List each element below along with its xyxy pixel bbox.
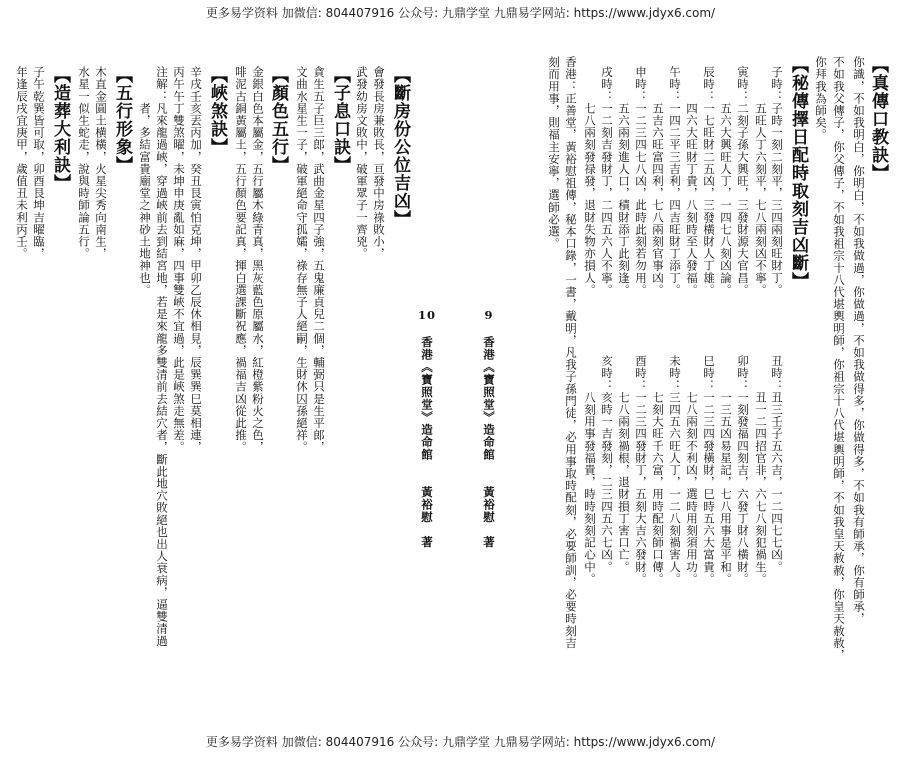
paragraph-true-teaching-line-2: 不如我父傳子，你父傳子，不如我祖宗十八代堪輿明師，你祖宗十八代堪輿明師，不如我皇天赦赦，你皇天赦赦， (832, 56, 846, 661)
color-line-1: 金銀白色本屬金，五行屬木綠青真，黑灰藍色原屬水，紅橙紫粉火之色， (251, 66, 265, 454)
heading-burial-benefit: 【造葬大利訣】 (50, 66, 70, 192)
footer-page-9 (482, 308, 496, 549)
hour-row-11-lower: 亥時：亥時一吉發刻，二三四五六七凶。 (600, 355, 614, 573)
page-number-10: 10 (418, 308, 437, 322)
heading-offspring-formula: 【子息口訣】 (330, 66, 350, 174)
hour-row-10-upper: 五六兩刻進人口，積財添丁此刻逢。 (617, 66, 631, 296)
house-allocation-line-2: 武發幼房文敗中，破軍眾子一齊兇。 (355, 66, 369, 260)
closing-paragraph-line-1: 香港：正善堂，黃裕慰祖傳，秘本口錄，一書，戴明，凡我子孫門徒，必用事取時配刻，必要師訓，必要時刻吉 (564, 56, 578, 649)
paragraph-true-teaching-line-1: 你識，不如我明白，你明白，不如我做過，你做過，不如我做得多，你做得多，不如我有師承，你有師承， (852, 56, 866, 625)
hour-row-6-upper: 四六大旺財丁貴，八刻時至人發福。 (685, 66, 699, 296)
hour-row-5-lower: 巳時：一二三四發橫財，巳時五六大富貴。 (702, 355, 716, 585)
hour-row-12-lower: 八刻用事發福貴，時時刻刻記心中。 (583, 355, 597, 585)
color-line-2: 啡泥古銅黃屬土，五行顏色要記真，揮白選課斷祝應，禍福吉凶從此推。 (234, 66, 248, 454)
hour-row-7-lower: 未時：三四五六旺人丁，一二八刻禍害人。 (668, 355, 682, 585)
hour-row-9-lower: 酉時：一二三四發財丁，五刻大吉六發財。 (634, 355, 648, 585)
burial-line-1: 子午乾巽皆可取，卯酉艮坤吉曜臨， (32, 66, 46, 260)
heading-color-five-elements: 【顏色五行】 (268, 66, 288, 174)
hour-row-2-upper: 五旺人丁六刻平，七八兩刻凶不寧。 (754, 66, 768, 296)
five-element-shapes-line-2: 水星一似生蛇走，說與時師論五行。 (77, 66, 91, 260)
hour-row-11-upper: 戌時：一二刻吉發財丁，二四五六人不寧。 (600, 66, 614, 296)
heading-house-allocation: 【斷房份公位吉凶】 (390, 66, 410, 228)
hour-row-1-lower: 丑時：丑三壬子五六吉，一二四七七凶。 (770, 355, 784, 573)
house-allocation-line-1: 會發長房兼敗長，亘發中房祿敗小， (372, 66, 386, 260)
bottom-banner: 更多易学资料 加微信: 804407916 公众号: 九鼎学堂 九鼎易学网站: https://www.jdyx6.com/ (205, 735, 716, 749)
footer-text-9: 香港《寶照堂》造命館 黃裕慰 著 (482, 336, 496, 549)
hour-row-9-upper: 申時：一二三四七八凶，此時此刻若勿用。 (634, 66, 648, 296)
hour-row-12-upper: 七八兩刻發禄發，退財失物亦損人。 (583, 66, 597, 296)
hour-row-6-lower: 七八兩刻不利凶，選時用刻須用功。 (685, 355, 699, 585)
heading-five-element-shapes: 【五行形象】 (112, 66, 132, 174)
hour-row-5-upper: 辰時：一七旺財二五凶，三發橫財人丁雄。 (702, 66, 716, 296)
gorge-note-line-2: 者，多結富貴廟堂之神砂土地神也。 (138, 66, 152, 296)
offspring-line-2: 文曲水星生一子，破軍絕命守孤孀，祿存無子人絕嗣，生財休囚孫絕祥。 (295, 66, 309, 454)
hour-row-7-upper: 午時：一四二平三吉利，四吉旺財丁添丁。 (668, 66, 682, 296)
offspring-line-1: 貪生五子巨三郎，武曲金星四子強，五鬼廉貞兒二個，輔弼只是生平郎， (312, 66, 326, 454)
footer-text-10: 香港《寶照堂》造命館 黃裕慰 著 (420, 336, 434, 549)
hour-row-2-lower: 丑一二四招官非，六七八刻犯禍生。 (754, 355, 768, 585)
hour-row-8-lower: 七刻大旺千六富，用時配刻師口傳。 (651, 355, 665, 585)
heading-gorge-sha: 【峽煞訣】 (207, 66, 227, 156)
gorge-line-2: 丙午午丁雙煞曜，未坤申庚亂如麻，四事雙峽不宜過，此是峽煞走無差。 (172, 66, 186, 454)
hour-row-8-upper: 五吉六旺富四利，七八兩刻官事凶。 (651, 66, 665, 296)
burial-line-2: 年逢辰戌宜庚甲，歲值丑未利丙壬。 (15, 66, 29, 260)
gorge-line-1: 辛戌壬亥丟丙加，癸丑艮寅怕克坤，甲卯乙辰休相見，辰巽巽巳莫相連， (189, 66, 203, 454)
heading-true-teaching: 【真傳口教訣】 (868, 56, 888, 182)
page-number-9: 9 (484, 308, 494, 322)
top-banner: 更多易学资料 加微信: 804407916 公众号: 九鼎学堂 九鼎易学网站: https://www.jdyx6.com/ (205, 6, 716, 20)
hour-row-10-lower: 七八兩刻禍根，退財損丁害口亡。 (617, 355, 631, 573)
hour-row-3-upper: 寅時：二刻子孫大興旺，三發財源大官昌。 (736, 66, 750, 296)
hour-row-4-lower: 一三五凶易星記，七八用事是平和。 (719, 355, 733, 585)
heading-secret-hour-selection: 【秘傳擇日配時取刻吉凶斷】 (788, 56, 808, 290)
paragraph-true-teaching-line-3: 你拜我為師矣。 (814, 56, 828, 141)
hour-row-1-upper: 子時：子時一刻二刻平，三四兩刻旺財丁。 (770, 66, 784, 296)
footer-page-10 (418, 308, 436, 549)
gorge-note-line-1: 注解：凡來龍過峽，穿過峽前去到結宮地，若是來龍多雙清前去結穴者，斷此地穴敗絕也出人衰病，逼雙清過 (155, 66, 169, 647)
five-element-shapes-line-1: 木直金圓土横橫，火星尖秀向南生， (94, 66, 108, 260)
hour-row-4-upper: 五六大興旺人丁，一四七八刻凶論。 (719, 66, 733, 296)
closing-paragraph-line-2: 刻而用事，則福主安寧，選師必選。 (547, 56, 561, 250)
hour-row-3-lower: 卯時：一刻發福四刻吉，六發丁財八橫財。 (736, 355, 750, 585)
